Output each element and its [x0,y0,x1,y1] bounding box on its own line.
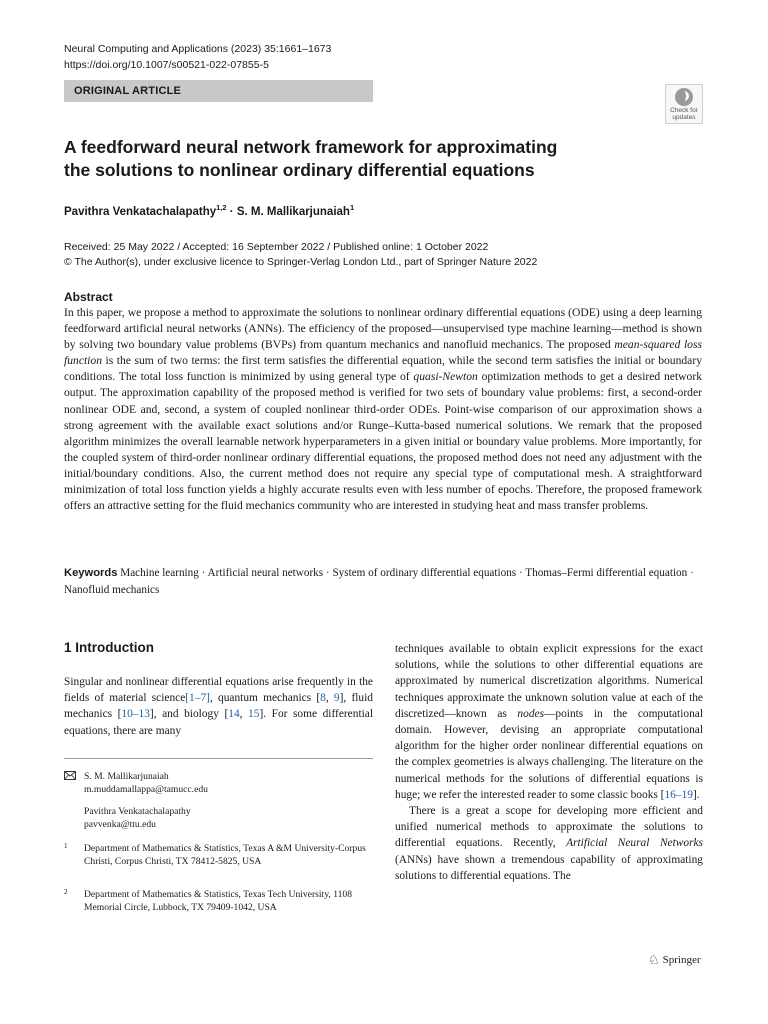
author-2[interactable]: S. M. Mallikarjunaiah [236,205,350,218]
abstract-part-3: optimization methods to get a desired network output. The approximation capability of the proposed method is verified for two sets of boundary value problems: first, a second-order nonlinear ODE and, second, a system of coupled nonlinear third-order ODEs. Point-wise comparison of our approximation shows a strong agreement with the available exact solutions and/or Runge–Kutta-based numerical solutions. We remark that the proposed algorithm minimizes the overall learnable network hyperparameters in a given initial or boundary value problems. More importantly, for the coupled system of third-order nonlinear ordinary differential equations, the proposed method does not need any adjustment with the initial/boundary conditions. Also, the current method does not require any special type of computational mesh. A straightforward minimization of total loss function yields a highly accurate results even with less number of epochs. Therefore, the proposed framework offers an attractive setting for the fluid mechanics community who are interested in studying heat and mass transfer problems. [64,370,702,513]
intro-column-1 [64,674,373,739]
author-1[interactable]: Pavithra Venkatachalapathy [64,205,217,218]
author-list [64,203,354,218]
intro-text: (ANNs) have shown a tremendous capability of approximating solutions to differential equations. The [395,853,703,882]
intro-text: ], fluid mechanics [ [64,692,373,721]
abstract-part-1: In this paper, we propose a method to approximate the solutions to nonlinear ordinary differential equations (ODE) using a deep learning feedforward artificial neural networks (ANNs). The efficiency of the proposed—unsupervised type machine learning—method is shown by solving two boundary value problems (BVPs) from quantum mechanics and nanofluid mechanics. The proposed [64,306,702,352]
check-for-updates-badge[interactable] [665,84,703,124]
copyright-line: © The Author(s), under exclusive licence to Springer-Verlag London Ltd., part of Springer Nature 2022 [64,256,538,268]
badge-line-1: Check for [670,107,698,114]
affiliation-1-number: 1 [64,842,68,850]
intro-em-ann: Artificial Neural Networks [566,837,703,850]
citation-link[interactable]: 15 [248,708,260,721]
affiliation-1-text: Department of Mathematics & Statistics, Texas A &M University-Corpus Christi, Corpus Christi, TX 78412-5825, USA [84,843,366,867]
citation-link[interactable]: 8 [320,692,326,705]
title-line-1: A feedforward neural network framework for approximating [64,137,558,157]
intro-text: , quantum mechanics [ [209,692,321,705]
journal-header [64,41,331,73]
footnote-divider [64,758,373,759]
intro-text: ]. [692,788,700,801]
coauthor-name: Pavithra Venkatachalapathy [84,806,191,817]
intro-paragraph-1 [395,641,703,803]
keywords-text: Machine learning · Artificial neural networks · System of ordinary differential equations · Thomas–Fermi differential equation · Nanofluid mechanics [64,567,694,596]
coauthor-email[interactable]: pavvenka@ttu.edu [84,819,156,830]
publisher-name: Springer [662,954,701,966]
intro-text: —points in the computational domain. However, devising an appropriate computational algorithm for the higher order nonlinear differential equations on the complex geometries is always challenging. The literature on the numerical methods for the solutions of differential equations is huge; we refer the interested reader to some classic books [ [395,707,703,801]
intro-em-nodes: nodes [517,707,544,720]
publisher-logo [648,952,701,968]
intro-text: techniques available to obtain explicit expressions for the exact solutions, while the solutions to other differential equations are approximated by numerical discretization algorithms. Numerical techniques approximate the unknown solution value at each of the discretized—known as [395,643,703,720]
keywords [64,565,702,598]
author-1-affil: 1,2 [216,203,227,212]
journal-citation: Neural Computing and Applications (2023) 35:1661–1673 [64,43,332,55]
corresponding-name: S. M. Mallikarjunaiah [84,771,169,782]
abstract-em-quasi-newton: quasi-Newton [413,370,478,384]
citation-link[interactable]: 9 [333,692,340,705]
doi-link[interactable]: https://doi.org/10.1007/s00521-022-07855-5 [64,59,269,71]
intro-column-2 [395,641,703,884]
intro-text: ]. For some differential equations, there are many [64,708,373,737]
article-type-banner: ORIGINAL ARTICLE [64,80,373,102]
intro-paragraph-2 [395,803,703,884]
badge-line-2: updates [672,114,696,121]
citation-link[interactable]: 10–13 [121,708,150,721]
section-heading-introduction: 1 Introduction [64,640,154,655]
history-line: Received: 25 May 2022 / Accepted: 16 September 2022 / Published online: 1 October 2022 [64,241,489,253]
affiliation-2-number: 2 [64,888,68,896]
intro-text: ], and biology [ [149,708,229,721]
intro-text: There is a great a scope for developing more efficient and unified numerical methods to approximate the solutions to differential equations. Recently, [395,805,703,850]
springer-horse-icon: ♘ [648,952,660,967]
abstract-part-2: is the sum of two terms: the first term satisfies the differential equation, while the second term satisfies the initial or boundary conditions. The total loss function is minimized by using general type of [64,354,702,384]
affiliation-2-text: Department of Mathematics & Statistics, Texas Tech University, 1108 Memorial Circle, Lubbock, TX 79409-1042, USA [84,889,353,913]
author-2-affil: 1 [349,203,355,212]
corresponding-email[interactable]: m.muddamallappa@tamucc.edu [84,784,208,795]
citation-link[interactable]: 16–19 [664,788,693,801]
author-separator: · [229,205,234,218]
check-for-updates-icon [675,88,693,106]
intro-text: , [325,692,334,705]
citation-link[interactable]: 14 [228,708,240,721]
publication-dates [64,240,537,270]
intro-text: , [239,708,249,721]
intro-text: Singular and nonlinear differential equations arise frequently in the fields of material science [64,676,373,705]
title-line-2: the solutions to nonlinear ordinary differential equations [64,160,535,180]
citation-link[interactable]: [1–7] [185,692,210,705]
abstract-heading: Abstract [64,290,113,304]
abstract-text [64,305,702,514]
keywords-label: Keywords [64,567,118,579]
envelope-icon [64,771,76,784]
paper-title [64,136,664,182]
abstract-em-loss: mean-squared loss function [64,338,702,368]
